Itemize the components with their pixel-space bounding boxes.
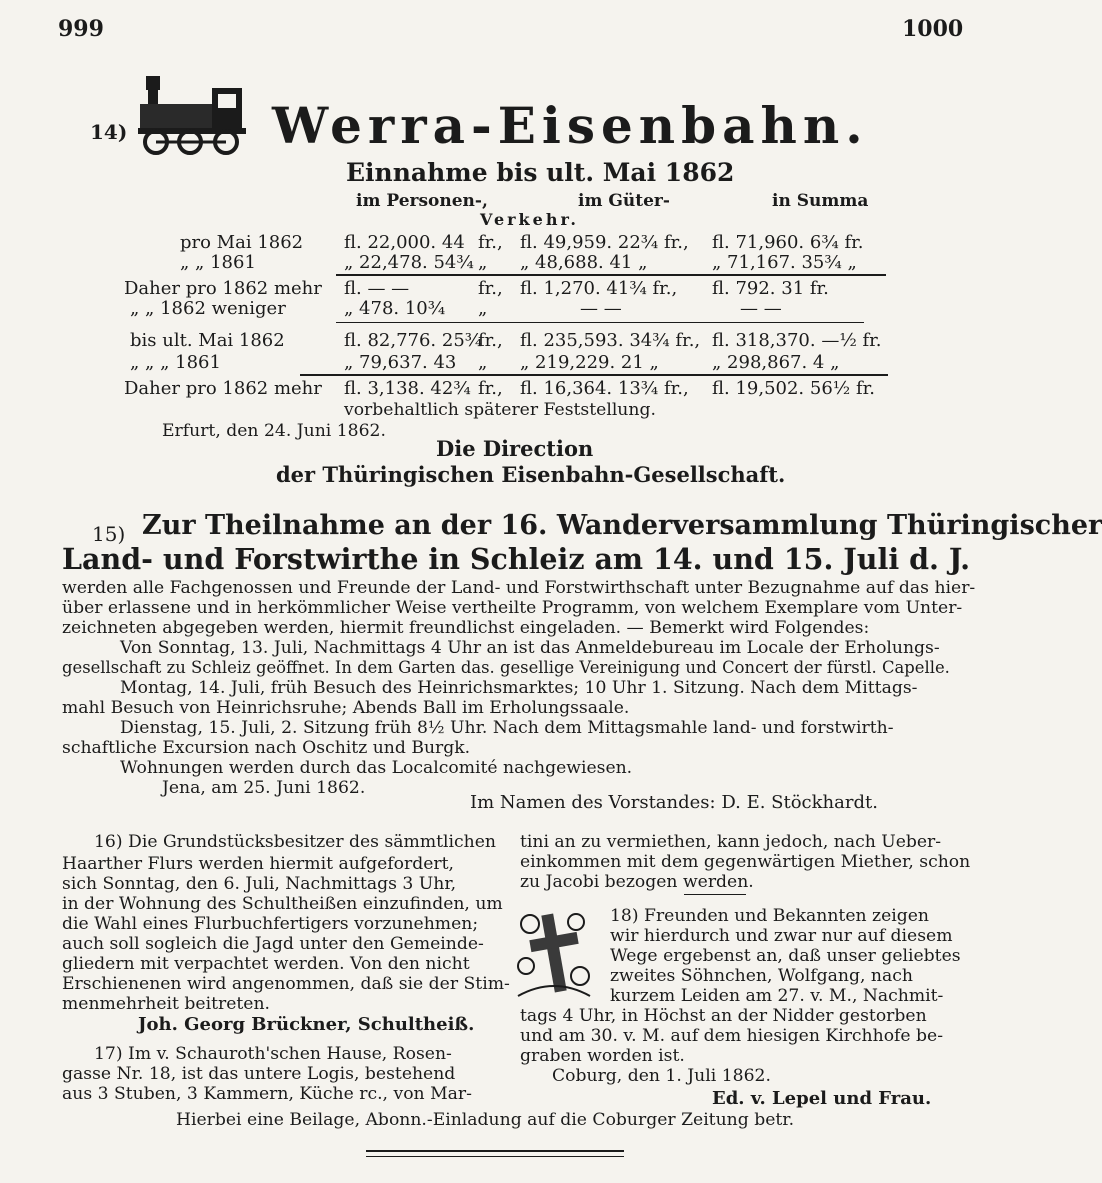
item-15-heading-2: Land- und Forstwirthe in Schleiz am 14. und 15. Juli d. J. [62, 542, 971, 576]
table-row-label: Daher pro 1862 mehr [124, 378, 322, 399]
item-16-line: menmehrheit beitreten. [62, 994, 270, 1014]
table-cell-unit: fr., [478, 330, 503, 351]
table-cell-gueter: „ 48,688. 41 „ [520, 252, 648, 273]
item-16-signature: Joh. Georg Brückner, Schultheiß. [138, 1014, 475, 1035]
item-15-line: werden alle Fachgenossen und Freunde der Land- und Forstwirthschaft unter Bezugnahme auf das hier- [62, 578, 976, 598]
table-cell-gueter: — — [580, 298, 622, 319]
table-cell-unit: fr., [478, 232, 503, 253]
column-header-personen: im Personen-, [356, 191, 488, 211]
item-18-line: zweites Söhnchen, Wolfgang, nach [610, 966, 913, 986]
table-cell-gueter: fl. 16,364. 13¾ fr., [520, 378, 689, 399]
table-row-label: „ „ 1861 [180, 252, 256, 273]
table-row-label: Daher pro 1862 mehr [124, 278, 322, 299]
page-number-right: 1000 [902, 16, 964, 42]
table-rule [336, 274, 886, 276]
item-16-line: auch soll sogleich die Jagd unter den Gemeinde- [62, 934, 484, 954]
table-cell-gueter: fl. 1,270. 41¾ fr., [520, 278, 678, 299]
table-row-label: „ „ 1862 weniger [130, 298, 286, 319]
item-16-line: Haarther Flurs werden hiermit aufgefordert, [62, 854, 454, 874]
item-15-signature: Im Namen des Vorstandes: D. E. Stöckhardt. [470, 792, 878, 813]
column-header-verkehr: Verkehr. [480, 210, 579, 229]
item-15-line: Von Sonntag, 13. Juli, Nachmittags 4 Uhr an ist das Anmeldebureau im Locale der Erholungs- [120, 638, 940, 658]
table-cell-personen: fl. 3,138. 42¾ [344, 378, 471, 399]
item-14-place-date: Erfurt, den 24. Juni 1862. [162, 421, 386, 441]
table-rule [300, 374, 888, 376]
item-18-line: und am 30. v. M. auf dem hiesigen Kirchhofe be- [520, 1026, 944, 1046]
item-15-line: mahl Besuch von Heinrichsruhe; Abends Ball im Erholungssaale. [62, 698, 630, 718]
item-16-line: in der Wohnung des Schultheißen einzufinden, um [62, 894, 503, 914]
item-17-line: einkommen mit dem gegenwärtigen Miether, schon [520, 852, 971, 872]
table-cell-unit: „ [478, 298, 488, 319]
section-divider [684, 894, 746, 895]
table-cell-personen: „ 22,478. 54¾ [344, 252, 474, 273]
column-header-gueter: im Güter- [578, 191, 670, 211]
item-16-line: die Wahl eines Flurbuchfertigers vorzunehmen; [62, 914, 479, 934]
table-cell-summa: fl. 318,370. —½ fr. [712, 330, 882, 351]
item-16-line: Erschienenen wird angenommen, daß sie der Stim- [62, 974, 510, 994]
item-15-line: Wohnungen werden durch das Localcomité nachgewiesen. [120, 758, 633, 778]
item-14-number: 14) [90, 120, 128, 144]
item-16-line: 16) Die Grundstücksbesitzer des sämmtlichen [94, 832, 496, 852]
item-15-heading-1: Zur Theilnahme an der 16. Wanderversammlung Thüringischer [142, 510, 1102, 541]
table-cell-personen: fl. 22,000. 44 [344, 232, 465, 253]
item-17-line: gasse Nr. 18, ist das untere Logis, bestehend [62, 1064, 456, 1084]
table-cell-personen: fl. — — [344, 278, 410, 299]
item-18-line: 18) Freunden und Bekannten zeigen [610, 906, 929, 926]
item-16-line: gliedern mit verpachtet werden. Von den nicht [62, 954, 470, 974]
item-18-signature: Ed. v. Lepel und Frau. [712, 1088, 932, 1109]
item-14-signature-line-1: Die Direction [436, 436, 594, 461]
reservation-note: vorbehaltlich späterer Feststellung. [344, 400, 656, 420]
table-cell-gueter: „ 219,229. 21 „ [520, 352, 659, 373]
item-15-line: gesellschaft zu Schleiz geöffnet. In dem Garten das. gesellige Vereinigung und Concert der fürstl. Capelle. [62, 658, 950, 677]
item-18-line: kurzem Leiden am 27. v. M., Nachmit- [610, 986, 944, 1006]
item-14-title: Werra-Eisenbahn. [272, 96, 869, 155]
table-cell-summa: fl. 19,502. 56½ fr. [712, 378, 875, 399]
table-cell-unit: fr., [478, 378, 503, 399]
table-cell-unit: „ [478, 252, 488, 273]
table-cell-summa: — — [740, 298, 782, 319]
item-18-line: Wege ergebenst an, daß unser geliebtes [610, 946, 961, 966]
table-cell-summa: „ 298,867. 4 „ [712, 352, 840, 373]
item-15-place-date: Jena, am 25. Juni 1862. [162, 778, 366, 798]
table-cell-gueter: fl. 49,959. 22¾ fr., [520, 232, 689, 253]
page-number-left: 999 [58, 16, 104, 42]
column-header-summa: in Summa [772, 191, 869, 211]
table-cell-personen: „ 478. 10¾ [344, 298, 446, 319]
item-15-line: Dienstag, 15. Juli, 2. Sitzung früh 8½ Uhr. Nach dem Mittagsmahle land- und forstwirth- [120, 718, 894, 738]
item-17-line: zu Jacobi bezogen werden. [520, 872, 754, 892]
table-cell-gueter: fl. 235,593. 34¾ fr., [520, 330, 701, 351]
table-rule [336, 322, 864, 323]
item-15-line: über erlassene und in herkömmlicher Weise vertheilte Programm, von welchem Exemplare vom Unter- [62, 598, 963, 618]
table-cell-summa: fl. 792. 31 fr. [712, 278, 829, 299]
table-cell-unit: „ [478, 352, 488, 373]
item-15-number: 15) [92, 522, 126, 546]
item-14-signature-line-2: der Thüringischen Eisenbahn-Gesellschaft. [276, 462, 786, 487]
item-15-line: zeichneten abgegeben werden, hiermit freundlichst eingeladen. — Bemerkt wird Folgendes: [62, 618, 870, 638]
item-18-line: graben worden ist. [520, 1046, 685, 1066]
item-18-line: tags 4 Uhr, in Höchst an der Nidder gestorben [520, 1006, 927, 1026]
footer-rule [366, 1156, 624, 1157]
table-row-label: pro Mai 1862 [180, 232, 304, 253]
item-18-place-date: Coburg, den 1. Juli 1862. [552, 1066, 771, 1086]
item-17-line: tini an zu vermiethen, kann jedoch, nach Ueber- [520, 832, 942, 852]
table-cell-personen: fl. 82,776. 25¾ [344, 330, 483, 351]
table-cell-summa: „ 71,167. 35¾ „ [712, 252, 857, 273]
table-row-label: „ „ „ 1861 [130, 352, 221, 373]
table-cell-summa: fl. 71,960. 6¾ fr. [712, 232, 864, 253]
table-cell-unit: fr., [478, 278, 503, 299]
item-17-line: aus 3 Stuben, 3 Kammern, Küche rc., von Mar- [62, 1084, 472, 1104]
item-15-line: schaftliche Excursion nach Oschitz und Burgk. [62, 738, 471, 758]
item-18-line: wir hierdurch und zwar nur auf diesem [610, 926, 953, 946]
footer-note: Hierbei eine Beilage, Abonn.-Einladung auf die Coburger Zeitung betr. [176, 1110, 795, 1130]
table-row-label: bis ult. Mai 1862 [130, 330, 285, 351]
item-17-line: 17) Im v. Schauroth'schen Hause, Rosen- [94, 1044, 452, 1064]
item-14-subtitle: Einnahme bis ult. Mai 1862 [346, 158, 735, 187]
table-cell-personen: „ 79,637. 43 [344, 352, 457, 373]
item-16-line: sich Sonntag, den 6. Juli, Nachmittags 3 Uhr, [62, 874, 457, 894]
memorial-cross-icon [516, 906, 592, 998]
locomotive-icon [138, 70, 248, 158]
item-15-line: Montag, 14. Juli, früh Besuch des Heinrichsmarktes; 10 Uhr 1. Sitzung. Nach dem Mittags- [120, 678, 918, 698]
footer-rule [366, 1150, 624, 1152]
